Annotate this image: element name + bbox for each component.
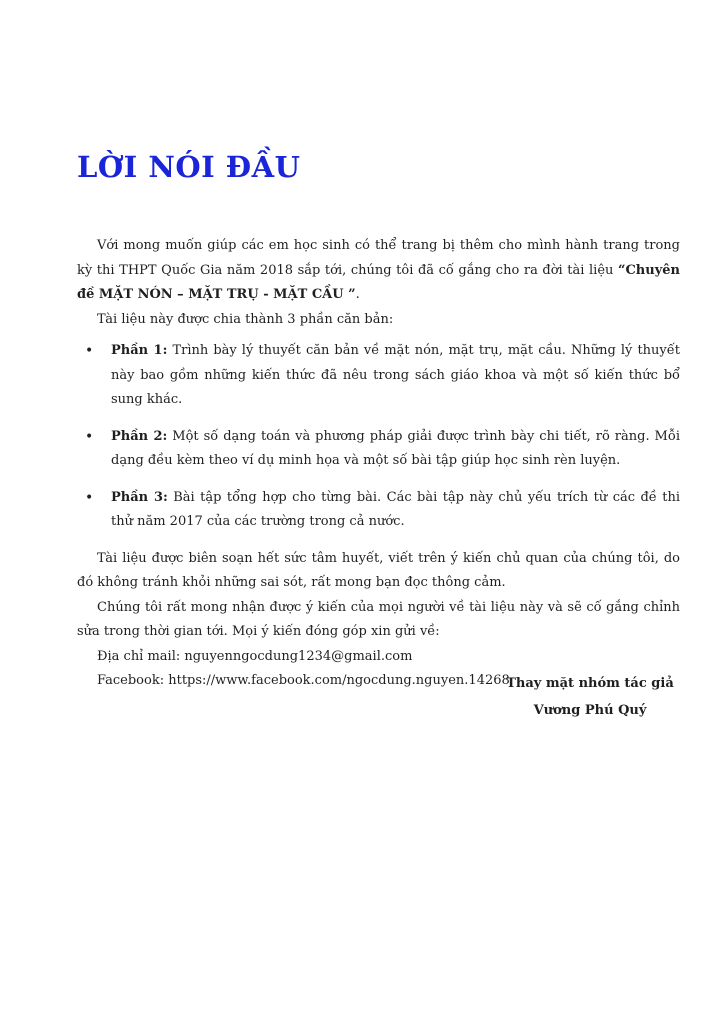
list-item [77, 339, 680, 413]
intro-end: . [355, 287, 360, 302]
bullet-icon: • [85, 343, 94, 359]
part-text: Một số dạng toán và phương pháp giải được trình bày chi tiết, rõ ràng. Mỗi dạng đều kèm theo ví dụ minh họa và một số bài tập giúp học sinh rèn luyện. [111, 428, 680, 468]
part-label: Phần 2: [111, 428, 168, 444]
bullet-icon: • [85, 428, 94, 445]
email-line: Địa chỉ mail: nguyenngocdung1234@gmail.com [97, 648, 413, 664]
document-title: “Chuyên đề MẶT NÓN – MẶT TRỤ - MẶT CẦU ” [77, 262, 680, 302]
intro-text: Với mong muốn giúp các em học sinh có thể trang bị thêm cho mình hành trang trong kỳ thi THPT Quốc Gia năm 2018 sắp tới, chúng tôi đã cố gắng cho ra đời tài liệu [77, 238, 680, 278]
part-text: Bài tập tổng hợp cho từng bài. Các bài tập này chủ yếu trích từ các đề thi thử năm 2017 của các trường trong cả nước. [111, 489, 680, 529]
preface-body [77, 234, 680, 694]
structure-intro: Tài liệu này được chia thành 3 phần căn bản: [97, 311, 394, 327]
facebook-line: Facebook: https://www.facebook.com/ngocdung.nguyen.14268 [97, 673, 510, 688]
intro-paragraph [77, 234, 680, 308]
signature-role: Thay mặt nhóm tác giả [506, 676, 674, 691]
list-item [77, 486, 680, 535]
part-text: Trình bày lý thuyết căn bản về mặt nón, mặt trụ, mặt cầu. Những lý thuyết này bao gồm những kiến thức đã nêu trong sách giáo khoa và một số kiến thức bổ sung khác. [111, 343, 680, 407]
page-title: LỜI NÓI ĐẦU [77, 150, 301, 184]
closing-paragraph-2: Chúng tôi rất mong nhận được ý kiến của mọi người về tài liệu này và sẽ cố gắng chỉnh sửa trong thời gian tới. Mọi ý kiến đóng góp xin gửi về: [77, 599, 680, 639]
signature-name: Vương Phú Quý [533, 703, 647, 718]
part-label: Phần 3: [111, 489, 168, 505]
part-label: Phần 1: [111, 343, 168, 358]
list-item [77, 425, 680, 474]
signature-block [504, 670, 676, 724]
closing-paragraph-1: Tài liệu được biên soạn hết sức tâm huyết, viết trên ý kiến chủ quan của chúng tôi, do đó không tránh khỏi những sai sót, rất mong bạn đọc thông cảm. [77, 550, 680, 590]
bullet-icon: • [85, 489, 94, 506]
parts-list [77, 339, 680, 535]
